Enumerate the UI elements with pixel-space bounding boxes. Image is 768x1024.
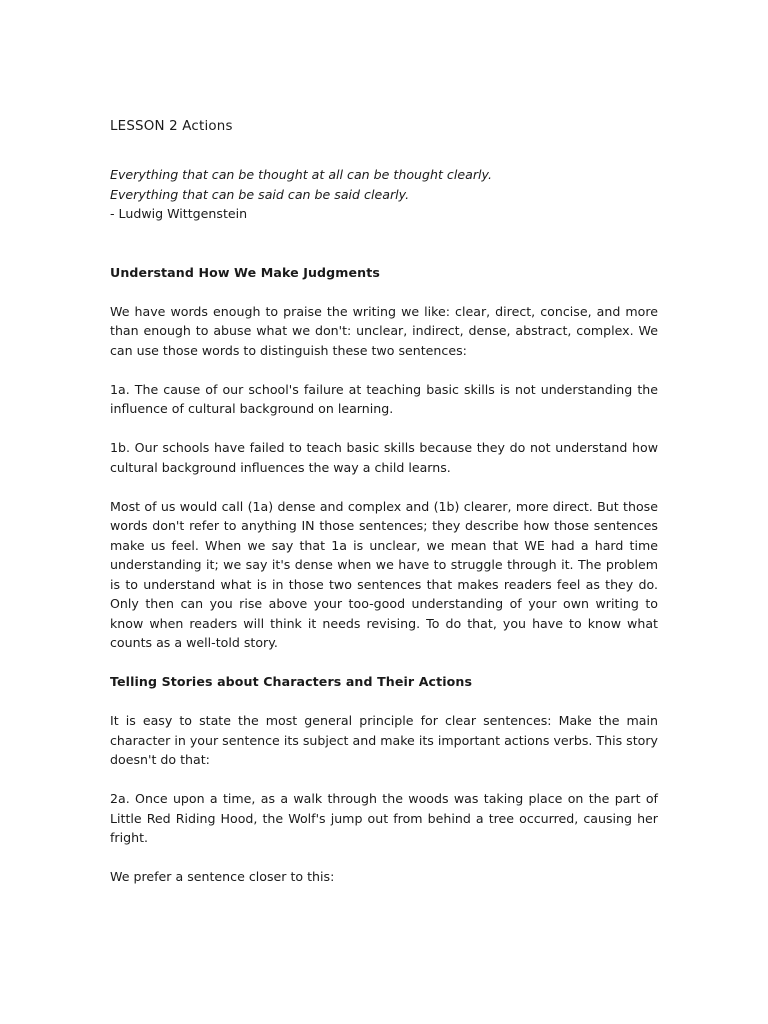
epigraph-attribution: - Ludwig Wittgenstein (110, 206, 248, 221)
epigraph (110, 165, 658, 224)
document-page (110, 116, 658, 887)
lesson-title: LESSON 2 Actions (110, 119, 233, 134)
section-heading-judgments: Understand How We Make Judgments (110, 264, 380, 280)
epigraph-line-1: Everything that can be thought at all can be thought clearly. (110, 167, 492, 182)
example-1a: 1a. The cause of our school's failure at teaching basic skills is not understanding the influence of cultural background on learning. (110, 381, 658, 416)
section-heading-characters: Telling Stories about Characters and Their Actions (110, 674, 473, 689)
paragraph-prefer-sentence: We prefer a sentence closer to this: (110, 869, 335, 884)
example-2a: 2a. Once upon a time, as a walk through the woods was taking place on the part of Little Red Riding Hood, the Wolf's jump out from behind a tree occurred, causing her fright. (110, 791, 658, 845)
paragraph-dense-complex: Most of us would call (1a) dense and complex and (1b) clearer, more direct. But those words don't refer to anything IN those sentences; they describe how those sentences make us feel. When we say that 1a is unclear, we mean that WE had a hard time understanding it; we say it's dense when we have to struggle through it. The problem is to understand what is in those two sentences that makes readers feel as they do. Only then can you rise above your too-good understanding of your own writing to know when readers will think it needs revising. To do that, you have to know what counts as a well-told story. (110, 498, 658, 650)
paragraph-general-principle: It is easy to state the most general principle for clear sentences: Make the main character in your sentence its subject and make its important actions verbs. This story doesn't do that: (110, 713, 658, 767)
epigraph-line-2: Everything that can be said can be said clearly. (110, 186, 410, 202)
paragraph-praise-words: We have words enough to praise the writing we like: clear, direct, concise, and more than enough to abuse what we don't: unclear, indirect, dense, abstract, complex. We can use those words to distinguish these two sentences: (110, 303, 658, 358)
example-1b: 1b. Our schools have failed to teach basic skills because they do not understand how cultural background influences the way a child learns. (110, 440, 658, 475)
